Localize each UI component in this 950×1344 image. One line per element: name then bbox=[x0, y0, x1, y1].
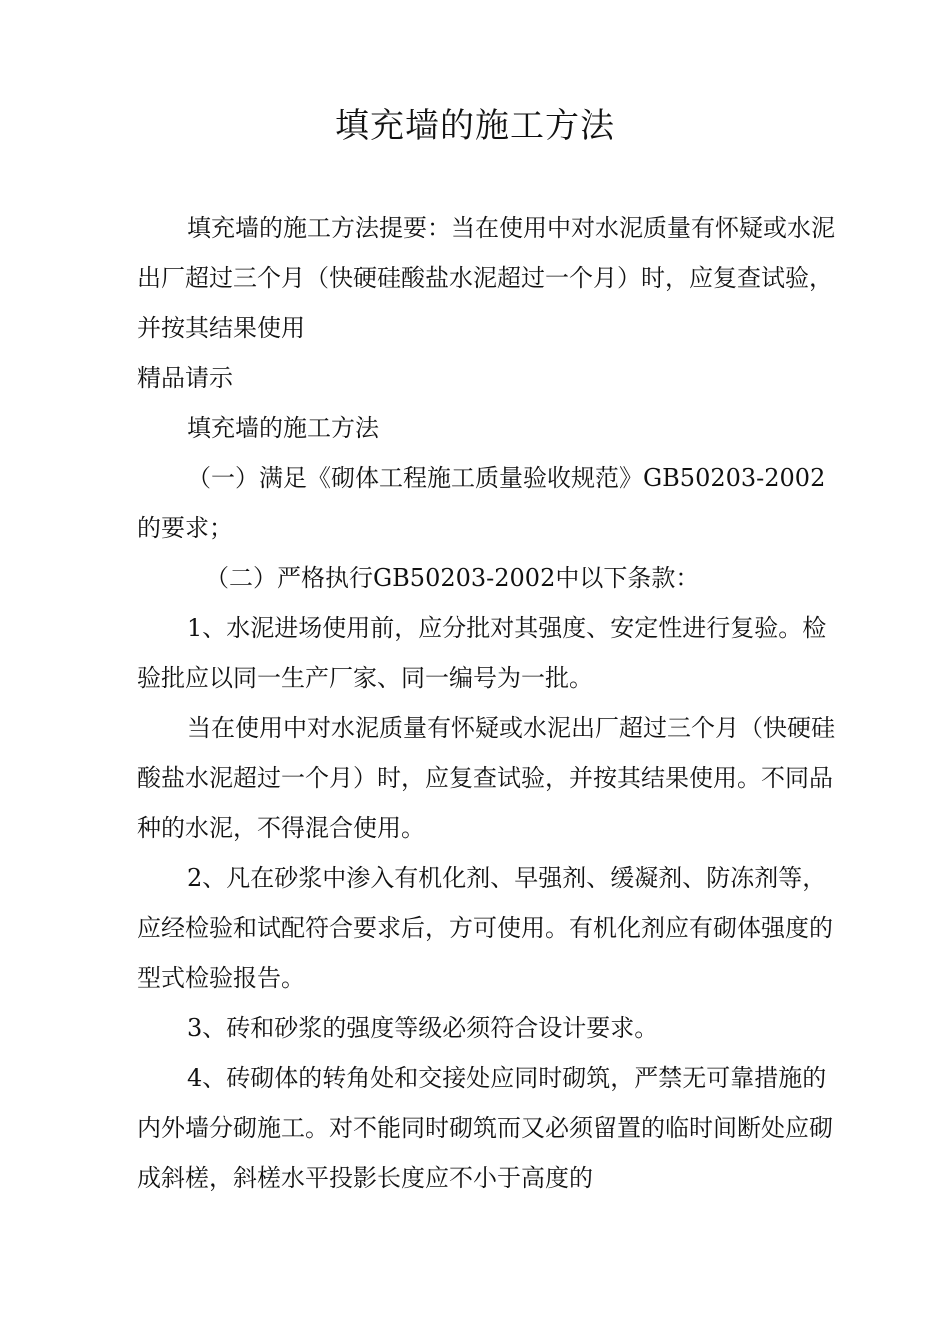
item-2-paragraph: 2、凡在砂浆中渗入有机化剂、早强剂、缓凝剂、防冻剂等，应经检验和试配符合要求后，方可使用。有机化剂应有砌体强度的型式检验报告。 bbox=[137, 864, 833, 992]
clause-one-paragraph: （一）满足《砌体工程施工质量验收规范》GB50203-2002的要求； bbox=[137, 464, 826, 542]
summary-paragraph: 填充墙的施工方法提要：当在使用中对水泥质量有怀疑或水泥出厂超过三个月（快硬硅酸盐水泥超过一个月）时，应复查试验，并按其结果使用 bbox=[137, 214, 835, 342]
item-3-paragraph: 3、砖和砂浆的强度等级必须符合设计要求。 bbox=[187, 1014, 659, 1042]
item-1-continued-paragraph: 当在使用中对水泥质量有怀疑或水泥出厂超过三个月（快硬硅酸盐水泥超过一个月）时，应复查试验，并按其结果使用。不同品种的水泥，不得混合使用。 bbox=[137, 714, 835, 842]
document-title: 填充墙的施工方法 bbox=[335, 106, 615, 146]
section-heading: 填充墙的施工方法 bbox=[187, 414, 379, 442]
item-1-paragraph: 1、水泥进场使用前，应分批对其强度、安定性进行复验。检验批应以同一生产厂家、同一编号为一批。 bbox=[137, 614, 827, 692]
section-label: 精品请示 bbox=[137, 364, 233, 392]
item-4-paragraph: 4、砖砌体的转角处和交接处应同时砌筑，严禁无可靠措施的内外墙分砌施工。对不能同时砌筑而又必须留置的临时间断处应砌成斜槎，斜槎水平投影长度应不小于高度的 bbox=[137, 1064, 833, 1192]
document-body bbox=[137, 203, 837, 1203]
clause-two-paragraph: （二）严格执行GB50203-2002中以下条款： bbox=[205, 564, 700, 592]
